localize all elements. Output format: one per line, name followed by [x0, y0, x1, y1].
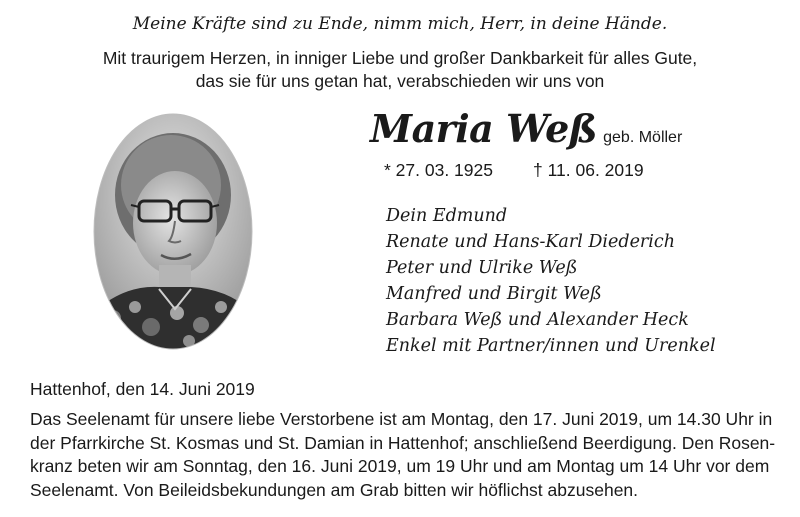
mourner-line: Barbara Weß und Alexander Heck — [386, 310, 689, 330]
mourner-line: Dein Edmund — [386, 206, 508, 226]
birth-date: * 27. 03. 1925 — [384, 160, 493, 180]
maiden-name: geb. Möller — [603, 129, 683, 146]
mourner-line: Enkel mit Partner/innen und Urenkel — [386, 336, 716, 356]
service-line: der Pfarrkirche St. Kosmas und St. Damian in Hattenhof; anschließend Beerdigung. Den Rosen- — [30, 432, 776, 453]
service-line: kranz beten wir am Sonntag, den 16. Juni 2019, um 19 Uhr und am Montag um 14 Uhr vor dem — [30, 456, 770, 476]
intro-line: das sie für uns getan hat, verabschieden wir uns von — [195, 71, 605, 91]
deceased-name-row — [370, 106, 682, 151]
place-date: Hattenhof, den 14. Juni 2019 — [30, 379, 255, 399]
intro-line: Mit traurigem Herzen, in inniger Liebe und großer Dankbarkeit für alles Gute, — [102, 48, 698, 68]
motto: Meine Kräfte sind zu Ende, nimm mich, Herr, in deine Hände. — [132, 14, 668, 34]
service-line: Seelenamt. Von Beileidsbekundungen am Grab bitten wir höflichst abzusehen. — [30, 479, 639, 500]
deceased-name: Maria Weß — [370, 106, 598, 151]
mourner-line: Peter und Ulrike Weß — [386, 258, 578, 278]
death-date: † 11. 06. 2019 — [533, 160, 644, 180]
intro-text — [0, 47, 800, 93]
service-info — [30, 408, 790, 502]
portrait-photo — [93, 113, 253, 350]
mourners-list — [386, 203, 716, 359]
service-line: Das Seelenamt für unsere liebe Verstorbene ist am Montag, den 17. Juni 2019, um 14.30 Uhr in — [30, 409, 773, 429]
mourner-line: Renate und Hans-Karl Diederich — [386, 232, 675, 252]
mourner-line: Manfred und Birgit Weß — [386, 284, 602, 304]
